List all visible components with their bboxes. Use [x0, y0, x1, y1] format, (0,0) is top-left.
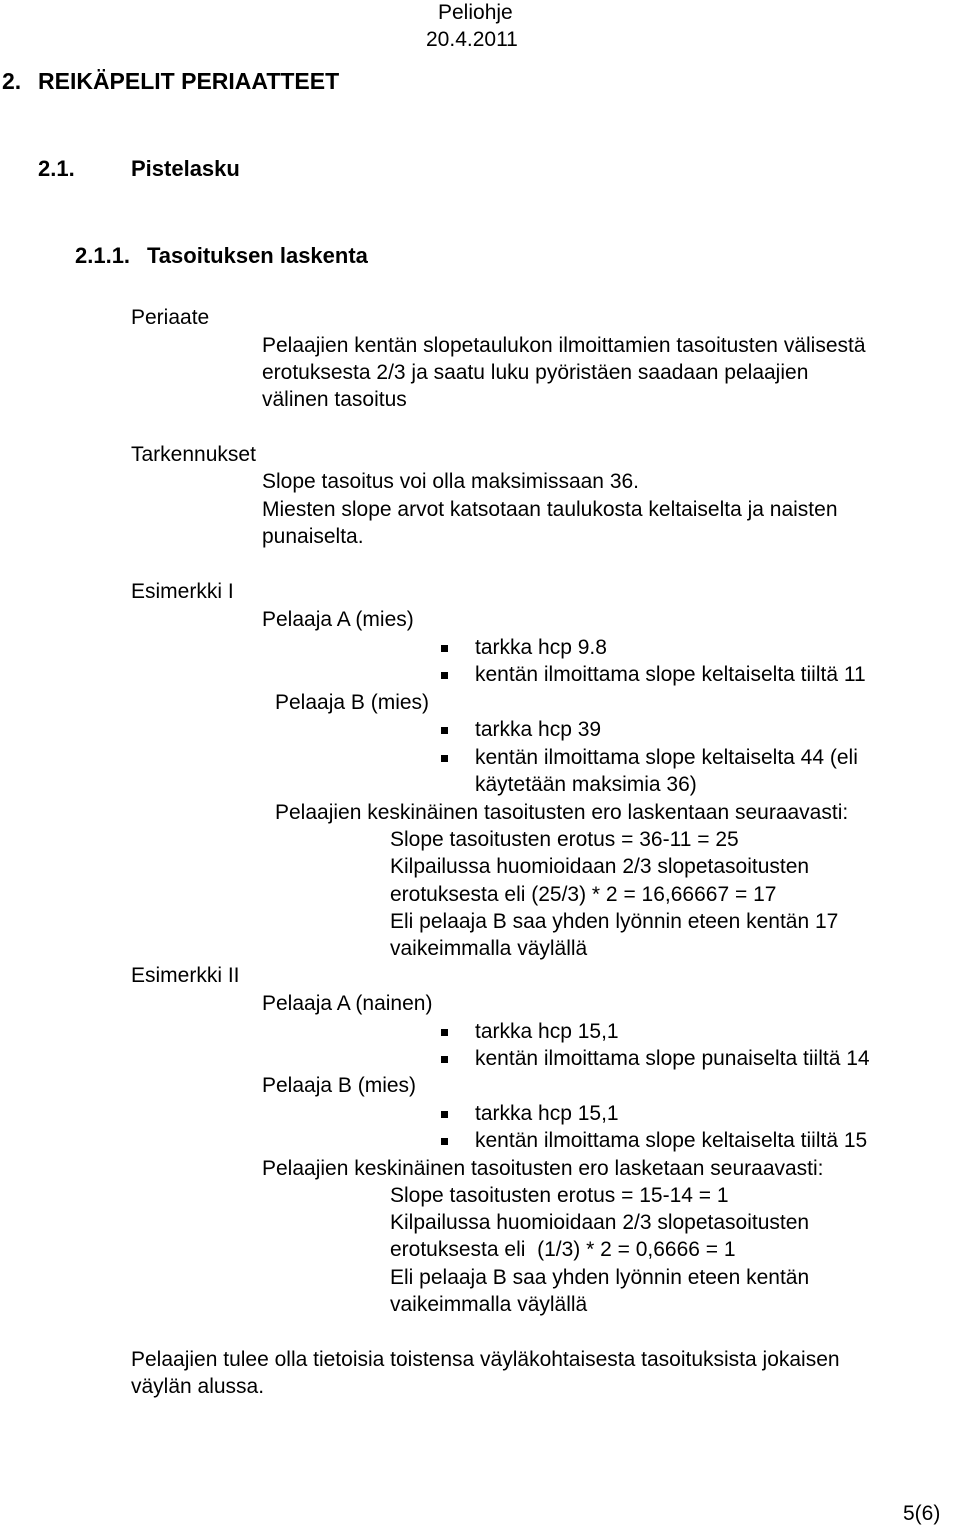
list-item-continuation: käytetään maksimia 36)	[475, 773, 697, 796]
bullet-icon	[441, 755, 448, 762]
list-item: tarkka hcp 15,1	[475, 1102, 619, 1125]
list-item: tarkka hcp 39	[475, 718, 602, 741]
example1-calc-line: Slope tasoitusten erotus = 36-11 = 25	[390, 828, 739, 851]
example2-calc-line: vaikeimmalla väylällä	[390, 1293, 588, 1316]
subsection-number: 2.1.	[38, 156, 75, 181]
list-item: tarkka hcp 15,1	[475, 1020, 619, 1043]
example1-player-b: Pelaaja B (mies)	[275, 691, 430, 714]
example1-calc-line: vaikeimmalla väylällä	[390, 937, 588, 960]
closing-line: Pelaajien tulee olla tietoisia toistensa väyläkohtaisesta tasoituksista jokaisen	[131, 1348, 840, 1371]
refinements-line: punaiselta.	[262, 525, 364, 548]
example2-calc-line: erotuksesta eli (1/3) * 2 = 0,6666 = 1	[390, 1238, 736, 1261]
principle-line: Pelaajien kentän slopetaulukon ilmoittamien tasoitusten välisestä	[262, 334, 866, 357]
refinements-line: Miesten slope arvot katsotaan taulukosta keltaiselta ja naisten	[262, 498, 838, 521]
example2-calc-line: Kilpailussa huomioidaan 2/3 slopetasoitusten	[390, 1211, 810, 1234]
bullet-icon	[441, 727, 448, 734]
bullet-icon	[441, 1111, 448, 1118]
example1-calc-line: Kilpailussa huomioidaan 2/3 slopetasoitusten	[390, 855, 810, 878]
bullet-icon	[441, 672, 448, 679]
example2-label: Esimerkki II	[131, 964, 240, 987]
list-item: kentän ilmoittama slope keltaiselta 44 (eli	[475, 746, 858, 769]
list-item: kentän ilmoittama slope keltaiselta tiiltä 11	[475, 663, 866, 686]
bullet-icon	[441, 1138, 448, 1145]
list-item: kentän ilmoittama slope keltaiselta tiiltä 15	[475, 1129, 868, 1152]
example2-calc-line: Slope tasoitusten erotus = 15-14 = 1	[390, 1184, 729, 1207]
example1-label: Esimerkki I	[131, 580, 234, 603]
example2-player-b: Pelaaja B (mies)	[262, 1074, 417, 1097]
doc-name: Peliohje	[438, 1, 513, 24]
list-item: kentän ilmoittama slope punaiselta tiiltä 14	[475, 1047, 870, 1070]
refinements-line: Slope tasoitus voi olla maksimissaan 36.	[262, 470, 640, 493]
subsection-title: Pistelasku	[131, 156, 240, 181]
example2-player-a: Pelaaja A (nainen)	[262, 992, 433, 1015]
bullet-icon	[441, 1056, 448, 1063]
subsubsection-title: Tasoituksen laskenta	[147, 243, 368, 268]
example2-calc-intro: Pelaajien keskinäinen tasoitusten ero lasketaan seuraavasti:	[262, 1157, 824, 1180]
section-number: 2.	[2, 68, 22, 94]
doc-date: 20.4.2011	[426, 28, 518, 51]
example2-calc-line: Eli pelaaja B saa yhden lyönnin eteen kentän	[390, 1266, 810, 1289]
principle-label: Periaate	[131, 306, 210, 329]
example1-player-a: Pelaaja A (mies)	[262, 608, 414, 631]
example1-calc-line: erotuksesta eli (25/3) * 2 = 16,66667 = 17	[390, 883, 777, 906]
page-number: 5(6)	[903, 1502, 941, 1525]
closing-line: väylän alussa.	[131, 1375, 265, 1398]
section-title: REIKÄPELIT PERIAATTEET	[38, 68, 340, 94]
example1-calc-intro: Pelaajien keskinäinen tasoitusten ero laskentaan seuraavasti:	[275, 801, 849, 824]
bullet-icon	[441, 645, 448, 652]
list-item: tarkka hcp 9.8	[475, 636, 607, 659]
bullet-icon	[441, 1029, 448, 1036]
principle-line: välinen tasoitus	[262, 388, 407, 411]
subsubsection-number: 2.1.1.	[75, 243, 131, 268]
example1-calc-line: Eli pelaaja B saa yhden lyönnin eteen kentän 17	[390, 910, 839, 933]
principle-line: erotuksesta 2/3 ja saatu luku pyöristäen saadaan pelaajien	[262, 361, 809, 384]
refinements-label: Tarkennukset	[131, 443, 256, 466]
